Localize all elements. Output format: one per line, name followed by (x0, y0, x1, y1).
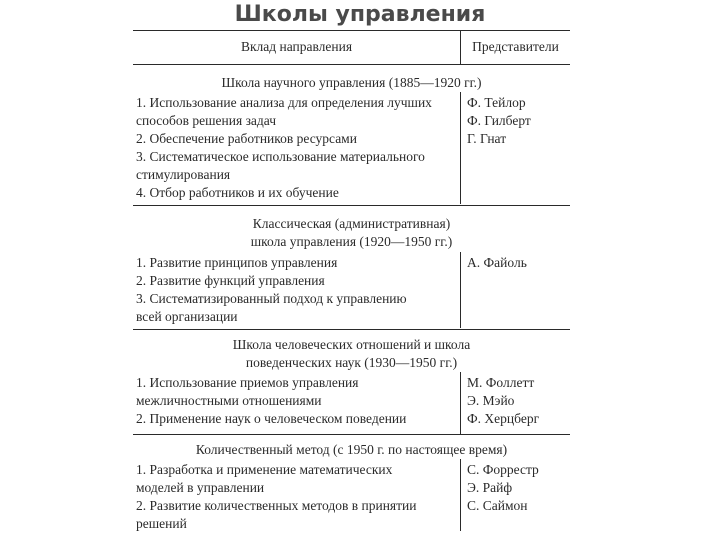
school-4-column-divider (460, 459, 461, 531)
page-title: Школы управления (234, 2, 486, 27)
school-1-item: 4. Отбор работников и их обучение (136, 185, 339, 200)
section-1-bottom-rule (133, 205, 570, 206)
school-1-item: способов решения задач (136, 113, 277, 128)
school-1-item: 3. Систематическое использование материального (136, 149, 425, 164)
section-2-bottom-rule (133, 329, 570, 330)
school-3-name: поведенческих наук (1930—1950 гг.) (245, 355, 458, 370)
school-1-name: Школа научного управления (1885—1920 гг.) (221, 75, 482, 90)
school-1-column-divider (460, 92, 461, 204)
school-1-item: стимулирования (136, 167, 231, 182)
school-2-item: 1. Развитие принципов управления (136, 255, 338, 270)
school-1-item: 2. Обеспечение работников ресурсами (136, 131, 357, 146)
header-representatives: Представители (472, 39, 559, 54)
school-3-item: межличностными отношениями (136, 393, 322, 408)
school-3-name: Школа человеческих отношений и школа (232, 337, 471, 352)
school-2-name: школа управления (1920—1950 гг.) (250, 234, 453, 249)
school-1-person: Ф. Гилберт (467, 113, 531, 128)
school-3-person: Ф. Херцберг (467, 411, 540, 426)
school-2-name: Классическая (административная) (252, 216, 451, 231)
school-3-person: Э. Мэйо (467, 393, 515, 408)
header-bottom-rule (133, 64, 570, 65)
school-3-item: 2. Применение наук о человеческом поведении (136, 411, 407, 426)
school-1-person: Ф. Тейлор (467, 95, 526, 110)
school-4-item: решений (136, 516, 187, 531)
school-2-person: А. Файоль (467, 255, 527, 270)
school-1-person: Г. Гнат (467, 131, 507, 146)
school-3-person: М. Фоллетт (467, 375, 535, 390)
header-contribution: Вклад направления (240, 39, 353, 54)
section-3-bottom-rule (133, 434, 570, 435)
table-top-rule (133, 30, 570, 31)
school-2-item: всей организации (136, 309, 238, 324)
school-4-name: Количественный метод (с 1950 г. по настоящее время) (195, 442, 508, 457)
school-4-item: 1. Разработка и применение математических (136, 462, 393, 477)
school-3-column-divider (460, 372, 461, 434)
school-1-item: 1. Использование анализа для определения лучших (136, 95, 432, 110)
school-4-item: 2. Развитие количественных методов в принятии (136, 498, 417, 513)
school-2-item: 2. Развитие функций управления (136, 273, 325, 288)
school-2-column-divider (460, 252, 461, 328)
school-4-item: моделей в управлении (136, 480, 265, 495)
school-2-item: 3. Систематизированный подход к управлению (136, 291, 407, 306)
school-4-person: С. Саймон (467, 498, 528, 513)
school-3-item: 1. Использование приемов управления (136, 375, 359, 390)
school-4-person: Э. Райф (467, 480, 513, 495)
school-4-person: С. Форрестр (467, 462, 539, 477)
